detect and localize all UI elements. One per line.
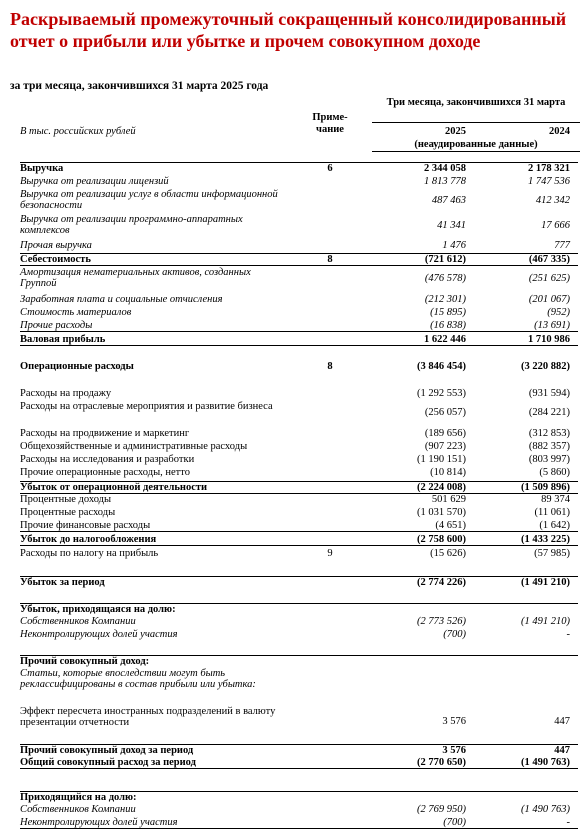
row-value-2025: 1 622 446 [424,334,466,345]
audit-rule [372,151,580,152]
row-value-2024: (467 335) [528,254,570,265]
row-label: Прочий совокупный доход: [20,656,150,667]
row-value-2024: 412 342 [535,195,570,206]
row-value-2025: (2 758 600) [417,534,466,545]
row-value-2024: 1 710 986 [528,334,570,345]
row-label: Неконтролирующих долей участия [20,817,178,828]
row-value-2024: (1 490 763) [521,804,570,815]
row-label: Собственников Компании [20,616,136,627]
row-value-2024: (1 490 763) [521,757,570,768]
row-value-2024: (13 691) [534,320,570,331]
row-value-2025: 2 344 058 [424,163,466,174]
row-label: Прочие операционные расходы, нетто [20,467,190,478]
row-value-2025: (1 292 553) [417,388,466,399]
row-value-2024: 1 747 536 [528,176,570,187]
row-label: Процентные доходы [20,494,112,505]
table-row [20,534,578,546]
row-value-2024: (882 357) [528,441,570,452]
table-row [20,214,578,238]
row-value-2024: (1 491 210) [521,577,570,588]
row-value-2024: (11 061) [534,507,570,518]
table-row [20,320,578,332]
row-label: Прочие расходы [20,320,93,331]
row-label: Расходы на исследования и разработки [20,454,195,465]
period-header-rule [372,122,580,123]
row-value-2025: 3 576 [442,745,466,756]
row-value-2025: (2 770 650) [417,757,466,768]
row-label: Валовая прибыль [20,334,106,345]
row-label: Неконтролирующих долей участия [20,629,178,640]
row-value-2025: (721 612) [424,254,466,265]
row-value-2025: (1 031 570) [417,507,466,518]
row-label: Прочие финансовые расходы [20,520,151,531]
row-label: Расходы на продвижение и маркетинг [20,428,190,439]
row-value-2024: (931 594) [528,388,570,399]
table-row [20,706,578,730]
table-row [20,294,578,305]
table-row [20,454,578,465]
row-value-2025: (212 301) [424,294,466,305]
row-label: Убыток от операционной деятельности [20,482,208,493]
row-value-2024: (3 220 882) [521,361,570,372]
row-value-2025: (15 626) [430,548,466,559]
row-value-2025: 3 576 [442,716,466,727]
row-value-2025: (10 814) [430,467,466,478]
row-value-2025: (2 224 008) [417,482,466,493]
row-label: Расходы на отраслевые мероприятия и развитие бизнеса [20,401,273,412]
row-value-2024: (57 985) [534,548,570,559]
table-row [20,481,578,494]
table-row [20,361,578,372]
row-value-2025: 501 629 [431,494,466,505]
row-value-2025: (189 656) [424,428,466,439]
table-row [20,441,578,452]
table-row [20,520,578,532]
row-value-2024: (201 067) [528,294,570,305]
table-row [20,655,578,667]
row-label: Убыток до налогообложения [20,534,157,545]
table-row [20,804,578,815]
year-2024-header: 2024 [549,126,570,137]
table-row [20,162,578,174]
row-label: Расходы на продажу [20,388,112,399]
row-label: Выручка [20,163,64,174]
table-row [20,817,578,829]
units-label: В тыс. российских рублей [20,126,136,137]
row-label: Статьи, которые впоследствии могут быть реклассифицированы в состав прибыли или убытка: [20,668,256,690]
row-label: Выручка от реализации услуг в области информационной безопасности [20,189,278,211]
row-value-2024: 2 178 321 [528,163,570,174]
unaudited-label: (неаудированные данные) [414,139,538,150]
table-row [20,668,578,704]
row-value-2024: (952) [547,307,570,318]
table-row [20,334,578,346]
row-value-2025: (4 651) [435,520,466,531]
row-label: Стоимость материалов [20,307,132,318]
row-value-2025: 487 463 [431,195,466,206]
report-subtitle: за три месяца, закончившихся 31 марта 2025 года [10,80,269,92]
table-row [20,240,578,251]
row-value-2024: 447 [554,716,570,727]
row-value-2024: (1 491 210) [521,616,570,627]
row-value-2024: (1 509 896) [521,482,570,493]
row-label: Прочий совокупный доход за период [20,745,194,756]
table-row [20,744,578,756]
row-note: 9 [327,548,333,559]
table-row [20,494,578,505]
row-value-2024: 777 [554,240,570,251]
row-value-2025: (15 895) [430,307,466,318]
table-row [20,757,578,769]
year-2025-header: 2025 [445,126,466,137]
table-row [20,507,578,518]
table-row [20,791,578,803]
row-label: Процентные расходы [20,507,116,518]
row-label: Собственников Компании [20,804,136,815]
table-row [20,428,578,439]
row-note: 6 [327,163,333,174]
row-value-2025: (16 838) [430,320,466,331]
row-value-2024: (251 625) [528,273,570,284]
table-row [20,267,578,291]
table-row [20,616,578,627]
period-header: Три месяца, закончившихся 31 марта [386,97,566,108]
row-value-2024: (803 997) [528,454,570,465]
row-value-2024: (5 860) [539,467,570,478]
row-note: 8 [327,254,333,265]
table-row [20,401,578,425]
row-value-2024: (284 221) [528,407,570,418]
table-row [20,253,578,266]
row-label: Выручка от реализации лицензий [20,176,169,187]
table-row [20,629,578,640]
row-label: Амортизация нематериальных активов, созданных Группой [20,267,251,289]
row-label: Заработная плата и социальные отчисления [20,294,223,305]
row-label: Общехозяйственные и административные расходы [20,441,248,452]
row-label: Расходы по налогу на прибыль [20,548,159,559]
row-value-2024: (1 433 225) [521,534,570,545]
row-value-2025: (2 769 950) [417,804,466,815]
row-note: 8 [327,361,333,372]
table-row [20,176,578,187]
row-label: Выручка от реализации программно-аппаратных комплексов [20,214,243,236]
note-column-header: Приме-чание [312,112,348,135]
row-label: Общий совокупный расход за период [20,757,196,768]
row-label: Приходящийся на долю: [20,792,137,803]
row-value-2025: (1 190 151) [417,454,466,465]
table-row [20,307,578,318]
row-value-2025: (2 773 526) [417,616,466,627]
row-value-2024: 17 666 [541,220,570,231]
row-value-2024: - [566,817,570,828]
row-label: Убыток, приходящаяся на долю: [20,604,176,615]
row-label: Эффект пересчета иностранных подразделений в валюту презентации отчетности [20,706,276,728]
row-value-2025: (256 057) [424,407,466,418]
row-value-2025: (700) [443,629,466,640]
table-row [20,189,578,213]
row-value-2025: 1 813 778 [424,176,466,187]
table-row [20,467,578,478]
report-title: Раскрываемый промежуточный сокращенный консолидированный отчет о прибыли или убытке и прочем совокупном доходе [10,9,567,51]
table-row [20,576,578,588]
row-value-2025: 41 341 [437,220,466,231]
row-label: Себестоимость [20,254,91,265]
row-label: Убыток за период [20,577,105,588]
row-value-2025: (700) [443,817,466,828]
row-value-2025: (2 774 226) [417,577,466,588]
row-value-2025: (907 223) [424,441,466,452]
row-label: Прочая выручка [20,240,92,251]
table-row [20,548,578,559]
row-value-2024: 89 374 [541,494,570,505]
row-value-2024: (1 642) [539,520,570,531]
row-value-2025: 1 476 [442,240,466,251]
table-row [20,603,578,615]
row-value-2025: (476 578) [424,273,466,284]
row-value-2024: 447 [554,745,570,756]
row-value-2024: - [566,629,570,640]
row-label: Операционные расходы [20,361,134,372]
row-value-2024: (312 853) [528,428,570,439]
table-row [20,388,578,399]
row-value-2025: (3 846 454) [417,361,466,372]
